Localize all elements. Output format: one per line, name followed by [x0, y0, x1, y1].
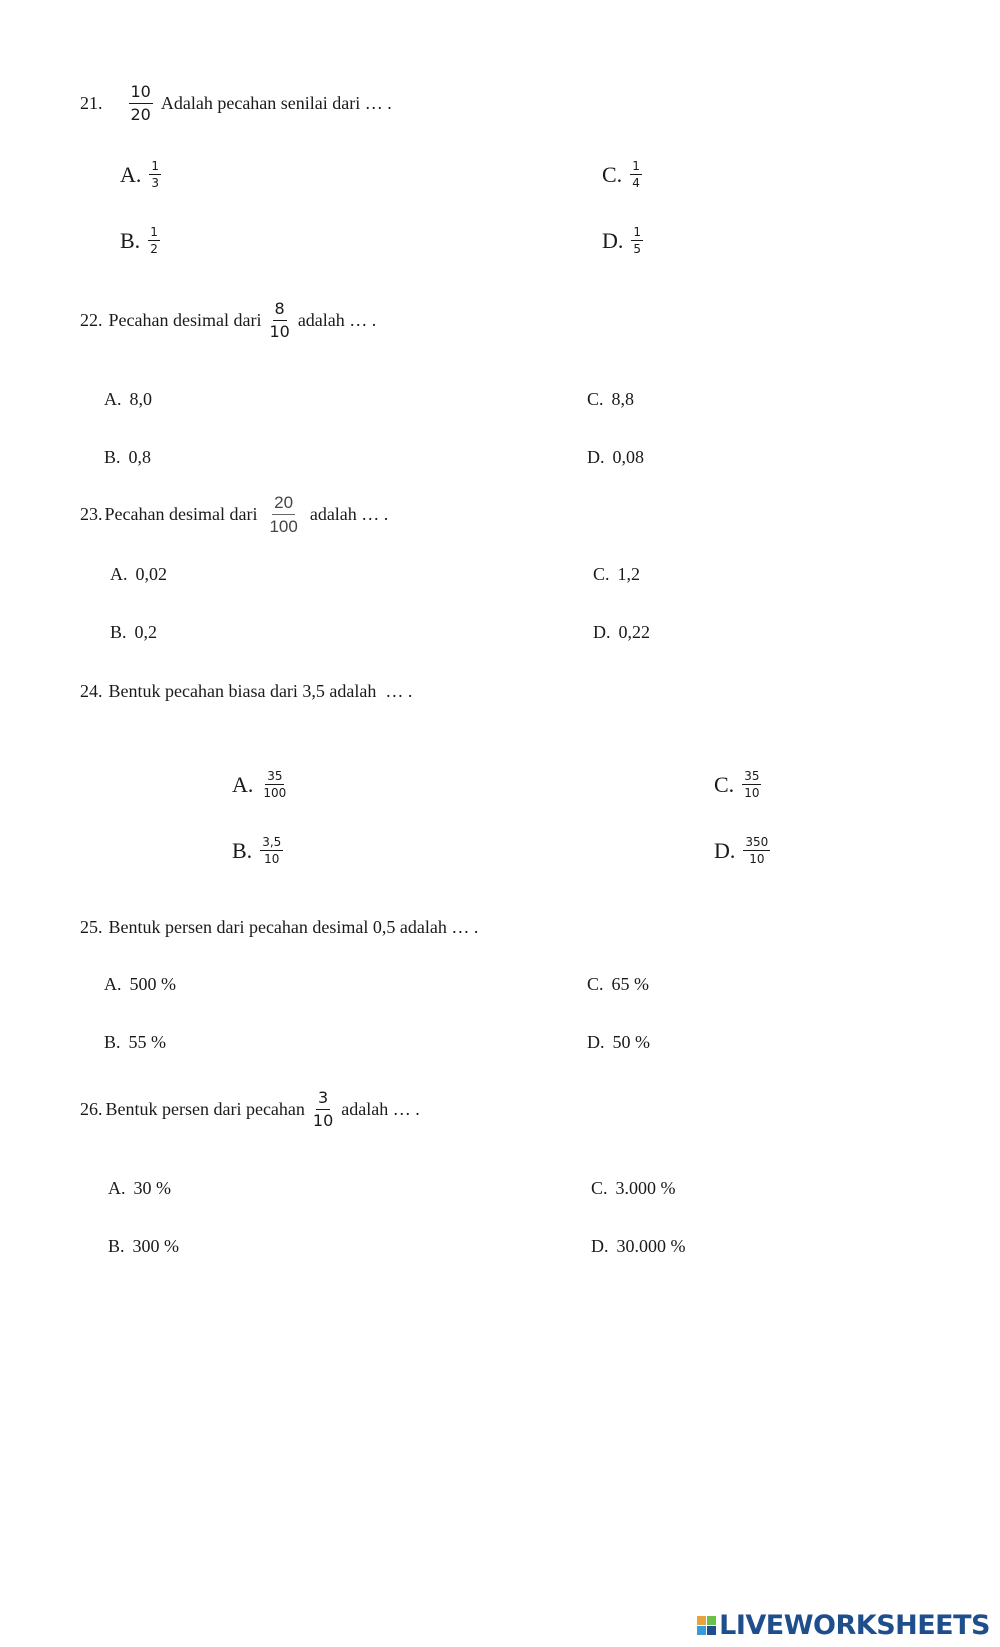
option-label: C.: [587, 974, 604, 994]
option-c[interactable]: [593, 564, 640, 585]
question-text: Bentuk persen dari pecahan: [105, 1099, 305, 1119]
option-d[interactable]: [591, 1236, 686, 1257]
option-c[interactable]: [602, 160, 642, 189]
option-d[interactable]: [587, 1032, 650, 1053]
option-c[interactable]: [587, 389, 634, 410]
question-26: [80, 1090, 420, 1129]
option-label: B.: [104, 1032, 121, 1052]
liveworksheets-logo-icon: [697, 1616, 716, 1635]
option-label: A.: [110, 564, 128, 584]
option-label: B.: [108, 1236, 125, 1256]
option-value: 1,2: [617, 564, 641, 584]
option-b[interactable]: [110, 622, 157, 643]
option-label: C.: [593, 564, 610, 584]
option-label: D.: [714, 837, 736, 863]
question-number: 25.: [80, 917, 103, 937]
option-b[interactable]: [108, 1236, 179, 1257]
option-a[interactable]: [110, 564, 167, 585]
option-value: 300 %: [132, 1236, 180, 1256]
option-value: 8,8: [611, 389, 635, 409]
fraction: $\frac{3}{10}$: [312, 1088, 334, 1130]
option-label: A.: [104, 389, 122, 409]
question-24: [80, 681, 412, 702]
option-label: A.: [232, 771, 254, 797]
fraction: $\frac{1}{4}$: [632, 159, 640, 190]
option-value: 30.000 %: [616, 1236, 686, 1256]
question-text-after: adalah … .: [341, 1099, 420, 1119]
question-25: [80, 917, 478, 938]
question-text: Bentuk persen dari pecahan desimal 0,5 adalah … .: [108, 917, 479, 937]
option-value: 0,22: [618, 622, 650, 642]
question-number: 26.: [80, 1099, 103, 1119]
option-c[interactable]: [714, 770, 761, 799]
brand-name: LIVEWORKSHEETS: [719, 1610, 990, 1641]
option-value: 50 %: [612, 1032, 650, 1052]
option-d[interactable]: [593, 622, 650, 643]
option-label: B.: [110, 622, 127, 642]
option-value: 500 %: [129, 974, 176, 994]
option-c[interactable]: [587, 974, 649, 995]
option-a[interactable]: [120, 160, 161, 189]
option-value: 0,02: [135, 564, 167, 584]
option-c[interactable]: [591, 1178, 676, 1199]
option-b[interactable]: [120, 226, 160, 255]
question-text-after: adalah … .: [309, 504, 389, 524]
option-label: B.: [104, 447, 121, 467]
option-a[interactable]: [108, 1178, 171, 1199]
option-value: 30 %: [133, 1178, 171, 1198]
fraction: $\frac{35}{10}$: [744, 769, 760, 800]
question-23: [80, 494, 388, 535]
question-22: [80, 301, 376, 340]
question-text: Pecahan desimal dari: [104, 504, 258, 524]
option-value: 55 %: [128, 1032, 167, 1052]
option-b[interactable]: [232, 836, 283, 865]
fraction: $\frac{35}{100}$: [263, 769, 287, 800]
fraction: $\frac{20}{100}$: [269, 493, 298, 536]
option-label: C.: [591, 1178, 608, 1198]
option-label: D.: [602, 227, 624, 253]
question-number: 23.: [80, 504, 103, 524]
option-value: 3.000 %: [615, 1178, 676, 1198]
fraction: $\frac{1}{3}$: [151, 159, 160, 190]
option-label: B.: [120, 227, 141, 253]
option-label: C.: [602, 161, 623, 187]
option-label: A.: [104, 974, 122, 994]
option-value: 65 %: [611, 974, 650, 994]
option-a[interactable]: [232, 770, 288, 799]
option-label: D.: [593, 622, 611, 642]
question-text: Adalah pecahan senilai dari … .: [160, 93, 392, 113]
option-label: B.: [232, 837, 253, 863]
option-label: A.: [120, 161, 142, 187]
question-number: 21.: [80, 93, 103, 113]
fraction: $\frac{1}{2}$: [150, 225, 158, 256]
question-text-after: adalah … .: [297, 310, 377, 330]
question-text: Bentuk pecahan biasa dari 3,5 adalah … .: [108, 681, 413, 701]
option-a[interactable]: [104, 974, 176, 995]
question-21: [80, 84, 392, 123]
option-d[interactable]: [714, 836, 770, 865]
liveworksheets-logo[interactable]: [697, 1610, 990, 1641]
option-label: D.: [587, 1032, 605, 1052]
option-value: 0,08: [612, 447, 644, 467]
option-b[interactable]: [104, 1032, 166, 1053]
question-number: 24.: [80, 681, 103, 701]
fraction: $\frac{8}{10}$: [269, 299, 290, 341]
fraction: $\frac{1}{5}$: [633, 225, 642, 256]
option-d[interactable]: [602, 226, 643, 255]
option-label: D.: [591, 1236, 609, 1256]
option-d[interactable]: [587, 447, 644, 468]
question-number: 22.: [80, 310, 103, 330]
option-label: C.: [587, 389, 604, 409]
option-value: 0,2: [134, 622, 158, 642]
fraction: $\frac{350}{10}$: [745, 835, 769, 866]
option-a[interactable]: [104, 389, 152, 410]
option-label: A.: [108, 1178, 126, 1198]
fraction: $\frac{10}{20}$: [130, 82, 151, 124]
option-value: 0,8: [128, 447, 152, 467]
question-text: Pecahan desimal dari: [108, 310, 262, 330]
option-label: D.: [587, 447, 605, 467]
option-b[interactable]: [104, 447, 151, 468]
fraction: $\frac{3,5}{10}$: [262, 835, 282, 866]
option-label: C.: [714, 771, 735, 797]
option-value: 8,0: [129, 389, 152, 409]
